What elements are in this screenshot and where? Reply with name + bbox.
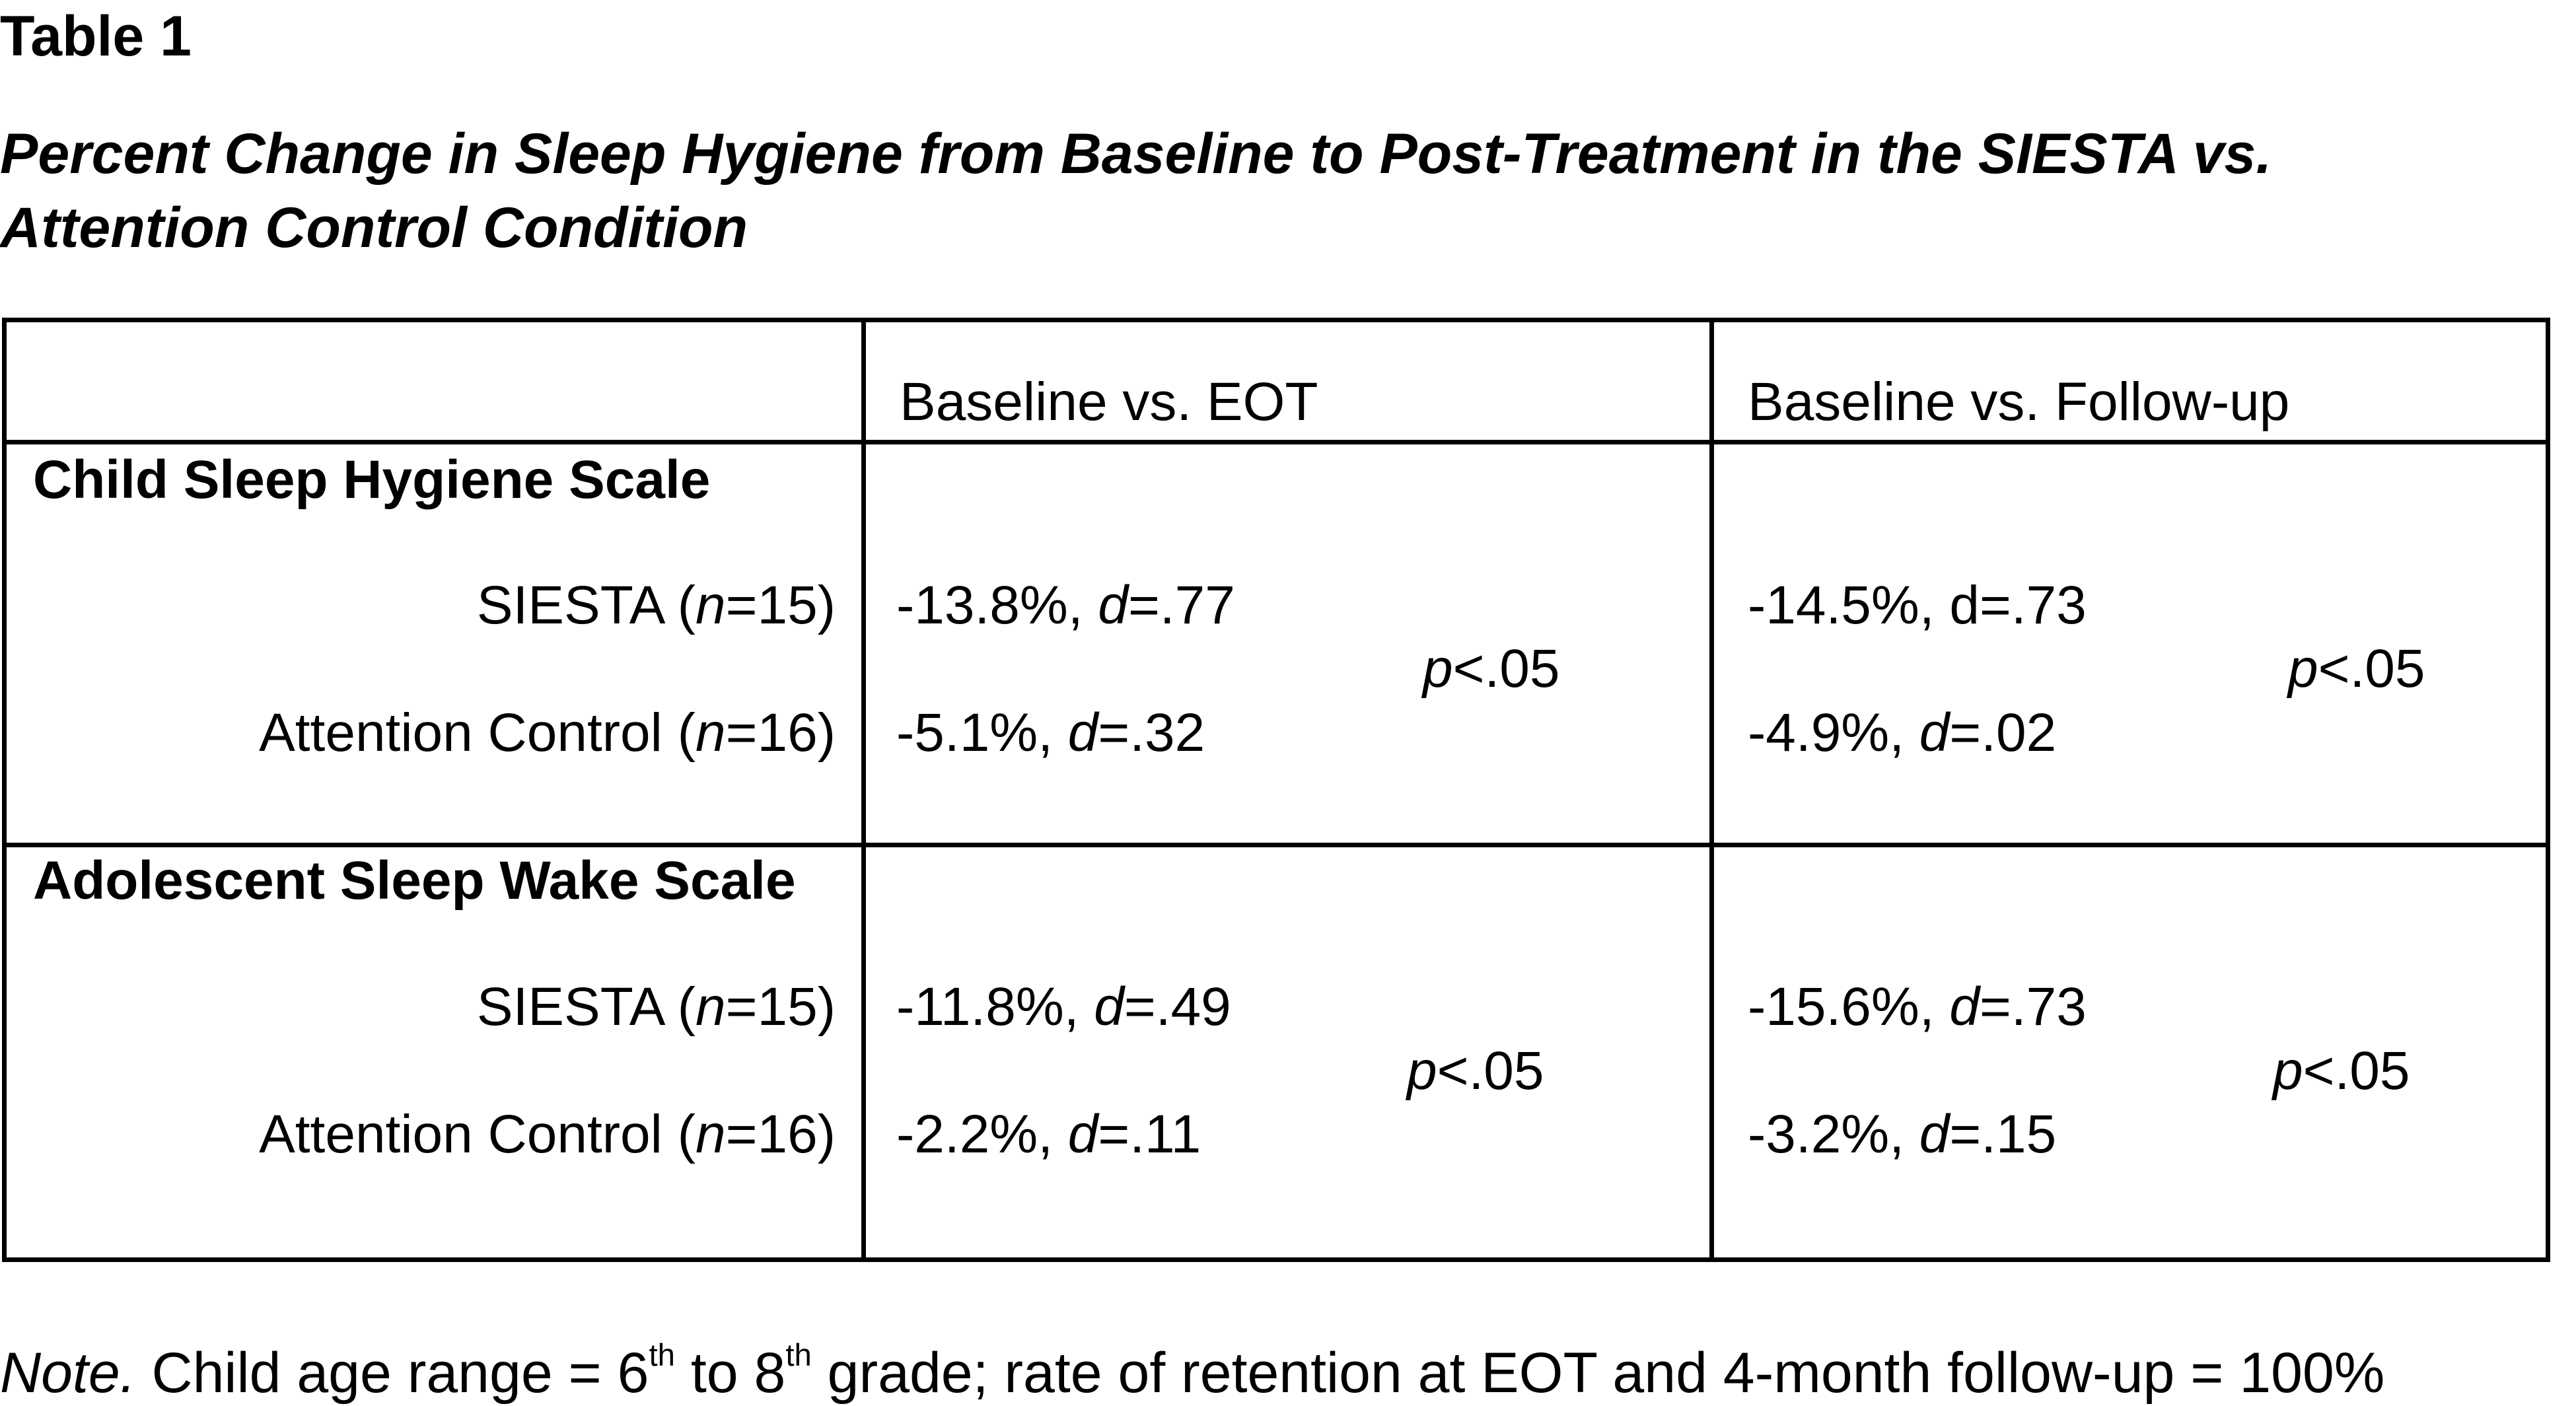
n-label: n: [695, 1104, 726, 1164]
group-name: Attention Control: [259, 703, 662, 763]
d-value: =.49: [1124, 977, 1231, 1037]
cell-followup-attention-control: [1748, 702, 2056, 764]
section-rule: [2, 843, 2550, 847]
p-value: <.05: [2318, 639, 2425, 699]
column-header-followup: Baseline vs. Follow-up: [1748, 372, 2290, 432]
percent-change: -3.2%,: [1748, 1104, 1919, 1164]
note-text-1: Child age range = 6: [135, 1341, 649, 1405]
d-value: =.02: [1949, 703, 2057, 763]
table-caption-line1: Percent Change in Sleep Hygiene from Baseline to Post-Treatment in the SIESTA vs.: [0, 122, 2272, 186]
p-label: p: [2288, 639, 2318, 699]
p-label: p: [1423, 639, 1453, 699]
d-value: =.73: [1980, 977, 2087, 1037]
cell-eot-siesta: [896, 976, 1231, 1038]
header-rule: [2, 440, 2550, 444]
p-value-eot: [1407, 1040, 1544, 1102]
n-label: n: [695, 575, 726, 635]
d-value: =.15: [1949, 1104, 2057, 1164]
note-text-2: to 8: [674, 1341, 786, 1405]
d-value: =.77: [1128, 575, 1235, 635]
percent-change: -15.6%,: [1748, 977, 1950, 1037]
note-sup-2: th: [785, 1337, 812, 1373]
percent-change: -5.1%,: [896, 703, 1068, 763]
table-number: Table 1: [0, 5, 192, 68]
n-value: =15: [725, 977, 818, 1037]
cell-followup-siesta: [1748, 575, 2087, 637]
cell-followup-siesta: [1748, 976, 2087, 1038]
d-value: =.11: [1098, 1104, 1201, 1164]
group-name: SIESTA: [476, 977, 662, 1037]
d-label: d: [1067, 703, 1098, 763]
section-title-adolescent-sleep-wake: Adolescent Sleep Wake Scale: [33, 851, 796, 911]
column-header-eot: Baseline vs. EOT: [900, 372, 1318, 432]
d-value: =.32: [1098, 703, 1205, 763]
group-name: SIESTA: [476, 575, 662, 635]
p-label: p: [1407, 1041, 1437, 1101]
cell-eot-attention-control: [896, 1104, 1201, 1166]
p-value-eot: [1423, 638, 1560, 700]
row-label-siesta: SIESTA (n=15): [476, 575, 836, 635]
column-rule-2: [1709, 318, 1714, 1262]
row-label-attention-control: Attention Control (n=16): [259, 1104, 836, 1164]
column-rule-1: [861, 318, 866, 1262]
n-value: =15: [725, 575, 818, 635]
table-note: [0, 1337, 2385, 1406]
percent-change: -14.5%, d=.73: [1748, 575, 2087, 635]
d-label: d: [1919, 1104, 1950, 1164]
note-text-3: grade; rate of retention at EOT and 4-month follow-up = 100%: [811, 1341, 2385, 1405]
p-value-followup: [2273, 1040, 2410, 1102]
percent-change: -11.8%,: [896, 977, 1094, 1037]
d-label: d: [1949, 977, 1980, 1037]
n-label: n: [695, 703, 726, 763]
d-label: d: [1067, 1104, 1098, 1164]
n-value: =16: [725, 1104, 818, 1164]
n-value: =16: [725, 703, 818, 763]
group-name: Attention Control: [259, 1104, 662, 1164]
row-label-attention-control: Attention Control (n=16): [259, 703, 836, 763]
cell-eot-attention-control: [896, 702, 1205, 764]
p-value-followup: [2288, 638, 2425, 700]
p-label: p: [2273, 1041, 2303, 1101]
section-title-child-sleep-hygiene: Child Sleep Hygiene Scale: [33, 450, 711, 510]
d-label: d: [1919, 703, 1950, 763]
d-label: d: [1098, 575, 1128, 635]
table-caption-line2: Attention Control Condition: [0, 196, 748, 260]
n-label: n: [695, 977, 726, 1037]
p-value: <.05: [1437, 1041, 1544, 1101]
p-value: <.05: [1452, 639, 1560, 699]
percent-change: -2.2%,: [896, 1104, 1068, 1164]
cell-eot-siesta: [896, 575, 1235, 637]
note-sup-1: th: [649, 1337, 675, 1373]
percent-change: -13.8%,: [896, 575, 1098, 635]
p-value: <.05: [2303, 1041, 2410, 1101]
percent-change: -4.9%,: [1748, 703, 1919, 763]
row-label-siesta: SIESTA (n=15): [476, 977, 836, 1037]
note-label: Note.: [0, 1341, 136, 1405]
cell-followup-attention-control: [1748, 1104, 2056, 1166]
d-label: d: [1094, 977, 1124, 1037]
